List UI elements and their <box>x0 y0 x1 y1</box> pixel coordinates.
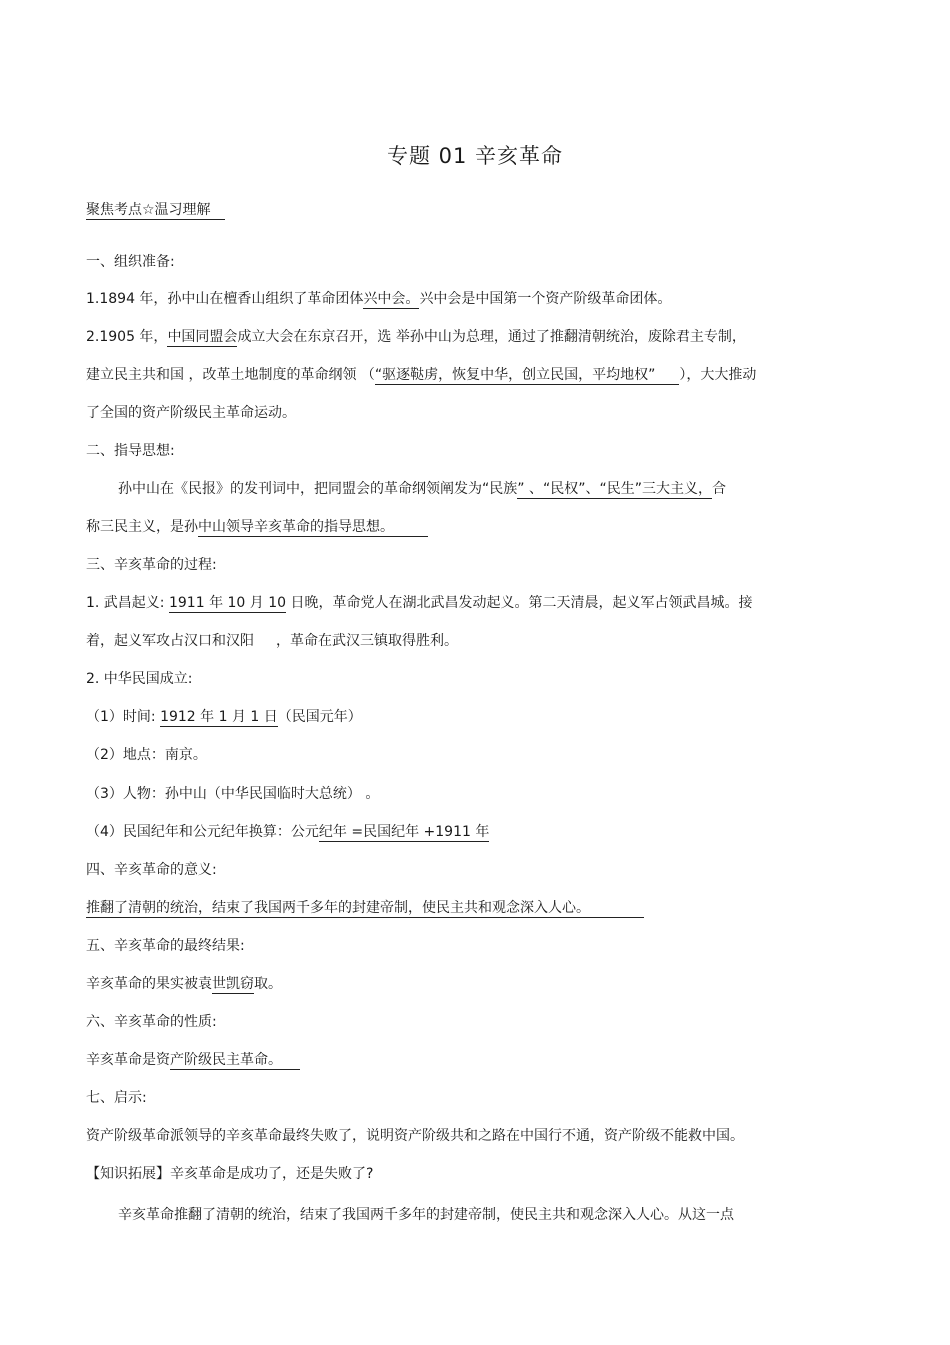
paragraph-line: （2）地点：南京。 <box>86 747 207 763</box>
paragraph-line: 2.1905 年，中国同盟会成立大会在东京召开，选 举孙中山为总理，通过了推翻清朝统治，废除君主专制， <box>86 329 746 345</box>
heading-enlightenment: 七、启示: <box>86 1090 147 1106</box>
heading-process: 三、辛亥革命的过程: <box>86 557 217 573</box>
paragraph-line: 辛亥革命推翻了清朝的统治，结束了我国两千多年的封建帝制，使民主共和观念深入人心。从这一点 <box>118 1207 734 1223</box>
paragraph-line: （4）民国纪年和公元纪年换算：公元纪年 =民国纪年 +1911 年 <box>86 824 490 840</box>
heading-final-result: 五、辛亥革命的最终结果: <box>86 938 245 954</box>
paragraph-line: 推翻了清朝的统治，结束了我国两千多年的封建帝制，使民主共和观念深入人心。 <box>86 898 644 918</box>
paragraph-line: 1. 武昌起义: 1911 年 10 月 10 日晚，革命党人在湖北武昌发动起义。第二天清晨，起义军占领武昌城。接 <box>86 595 753 611</box>
paragraph-line: 建立民主共和国 ，改革土地制度的革命纲领 （“驱逐鞑虏，恢复中华，创立民国，平均地权” ），大大推动 <box>86 367 757 383</box>
paragraph-line: 2. 中华民国成立: <box>86 671 193 687</box>
heading-organization: 一、组织准备: <box>86 254 175 270</box>
heading-significance: 四、辛亥革命的意义: <box>86 862 217 878</box>
heading-guiding-thought: 二、指导思想: <box>86 443 175 459</box>
paragraph-line: 资产阶级革命派领导的辛亥革命最终失败了，说明资产阶级共和之路在中国行不通，资产阶级不能救中国。 <box>86 1128 744 1144</box>
page-title: 专题 01 辛亥革命 <box>386 144 564 168</box>
paragraph-line: 辛亥革命的果实被袁世凯窃取。 <box>86 976 282 992</box>
paragraph-line: 孙中山在《民报》的发刊词中，把同盟会的革命纲领阐发为“民族” 、“民权”、“民生”三大主义，合 <box>118 481 726 497</box>
paragraph-line: 1.1894 年，孙中山在檀香山组织了革命团体兴中会。兴中会是中国第一个资产阶级革命团体。 <box>86 291 672 307</box>
paragraph-line: 着，起义军攻占汉口和汉阳 ，革命在武汉三镇取得胜利。 <box>86 633 458 649</box>
heading-nature: 六、辛亥革命的性质: <box>86 1014 217 1030</box>
knowledge-extension: 【知识拓展】辛亥革命是成功了，还是失败了? <box>86 1166 374 1182</box>
paragraph-line: 称三民主义，是孙中山领导辛亥革命的指导思想。 <box>86 517 428 537</box>
paragraph-line: （1）时间: 1912 年 1 月 1 日（民国元年） <box>86 709 362 725</box>
paragraph-line: 辛亥革命是资产阶级民主革命。 <box>86 1050 300 1070</box>
section-header: 聚焦考点☆温习理解 <box>86 200 225 220</box>
paragraph-line: （3）人物：孙中山（中华民国临时大总统） 。 <box>86 786 380 802</box>
paragraph-line: 了全国的资产阶级民主革命运动。 <box>86 405 296 421</box>
